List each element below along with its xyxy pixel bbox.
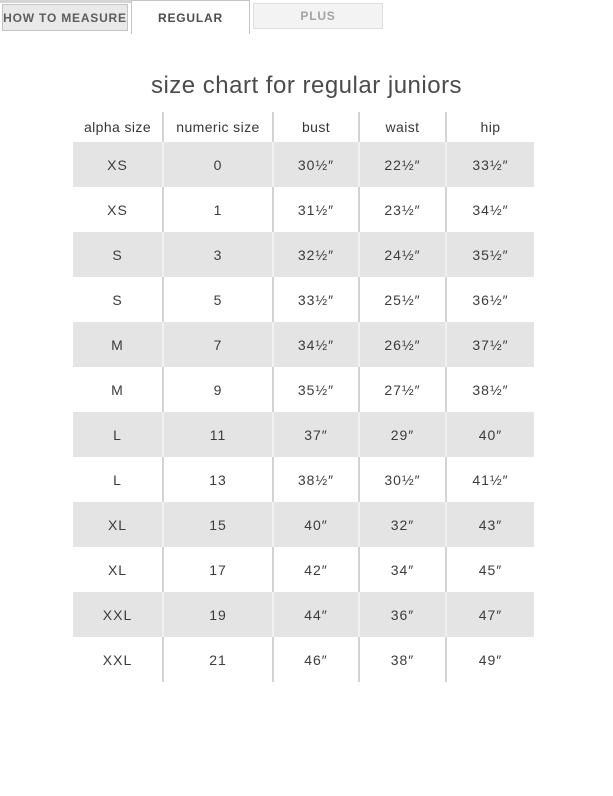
column-header-hip: hip xyxy=(446,112,534,142)
table-cell: 34½″ xyxy=(446,187,534,232)
page-title: size chart for regular juniors xyxy=(150,72,463,99)
table-cell: 13 xyxy=(163,457,273,502)
table-cell: 40″ xyxy=(446,412,534,457)
table-cell: 40″ xyxy=(273,502,359,547)
table-cell: 7 xyxy=(163,322,273,367)
table-cell: L xyxy=(73,457,163,502)
table-cell: XS xyxy=(73,142,163,187)
table-cell: 41½″ xyxy=(446,457,534,502)
table-cell: XXL xyxy=(73,637,163,682)
table-cell: 22½″ xyxy=(359,142,446,187)
table-cell: 32″ xyxy=(359,502,446,547)
table-cell: 43″ xyxy=(446,502,534,547)
table-cell: XL xyxy=(73,502,163,547)
table-cell: 15 xyxy=(163,502,273,547)
table-cell: 31½″ xyxy=(273,187,359,232)
table-cell: 38″ xyxy=(359,637,446,682)
table-cell: 49″ xyxy=(446,637,534,682)
table-cell: 37½″ xyxy=(446,322,534,367)
tab-plus[interactable]: PLUS xyxy=(253,3,383,29)
table-cell: M xyxy=(73,367,163,412)
table-cell: 35½″ xyxy=(273,367,359,412)
table-cell: 21 xyxy=(163,637,273,682)
table-cell: 36″ xyxy=(359,592,446,637)
top-edge-divider xyxy=(0,0,131,3)
table-cell: 5 xyxy=(163,277,273,322)
table-row xyxy=(73,502,534,547)
table-cell: 1 xyxy=(163,187,273,232)
column-header-waist: waist xyxy=(359,112,446,142)
table-cell: 19 xyxy=(163,592,273,637)
table-cell: 25½″ xyxy=(359,277,446,322)
table-cell: 38½″ xyxy=(273,457,359,502)
table-row xyxy=(73,277,534,322)
table-body xyxy=(73,142,534,682)
table-cell: L xyxy=(73,412,163,457)
table-row xyxy=(73,637,534,682)
table-row xyxy=(73,187,534,232)
table-cell: 29″ xyxy=(359,412,446,457)
table-cell: 9 xyxy=(163,367,273,412)
table-cell: XL xyxy=(73,547,163,592)
table-cell: 44″ xyxy=(273,592,359,637)
table-cell: 24½″ xyxy=(359,232,446,277)
table-cell: 17 xyxy=(163,547,273,592)
table-cell: 36½″ xyxy=(446,277,534,322)
table-cell: 0 xyxy=(163,142,273,187)
table-row xyxy=(73,232,534,277)
table-cell: 26½″ xyxy=(359,322,446,367)
table-row xyxy=(73,592,534,637)
table-cell: XS xyxy=(73,187,163,232)
table-cell: 37″ xyxy=(273,412,359,457)
table-cell: 42″ xyxy=(273,547,359,592)
table-row xyxy=(73,412,534,457)
table-cell: 3 xyxy=(163,232,273,277)
table-row xyxy=(73,547,534,592)
table-cell: 30½″ xyxy=(359,457,446,502)
table-header-row xyxy=(73,112,534,142)
table-cell: 30½″ xyxy=(273,142,359,187)
size-chart-table xyxy=(73,112,534,682)
table-cell: 27½″ xyxy=(359,367,446,412)
table-cell: 33½″ xyxy=(446,142,534,187)
table-cell: 45″ xyxy=(446,547,534,592)
table-cell: 23½″ xyxy=(359,187,446,232)
table-row xyxy=(73,457,534,502)
table-cell: 46″ xyxy=(273,637,359,682)
tab-how-to-measure[interactable]: HOW TO MEASURE xyxy=(2,4,128,31)
table-cell: S xyxy=(73,232,163,277)
tab-regular[interactable]: REGULAR xyxy=(131,0,250,34)
table-cell: 11 xyxy=(163,412,273,457)
table-cell: M xyxy=(73,322,163,367)
table-cell: 47″ xyxy=(446,592,534,637)
table-cell: 35½″ xyxy=(446,232,534,277)
table-row xyxy=(73,322,534,367)
column-header-alpha-size: alpha size xyxy=(73,112,163,142)
tab-bar xyxy=(0,0,613,34)
table-cell: XXL xyxy=(73,592,163,637)
table-row xyxy=(73,142,534,187)
column-header-numeric-size: numeric size xyxy=(163,112,273,142)
table-row xyxy=(73,367,534,412)
table-cell: 33½″ xyxy=(273,277,359,322)
table-cell: 38½″ xyxy=(446,367,534,412)
table-cell: 34½″ xyxy=(273,322,359,367)
table-cell: 34″ xyxy=(359,547,446,592)
table-cell: 32½″ xyxy=(273,232,359,277)
table-cell: S xyxy=(73,277,163,322)
column-header-bust: bust xyxy=(273,112,359,142)
